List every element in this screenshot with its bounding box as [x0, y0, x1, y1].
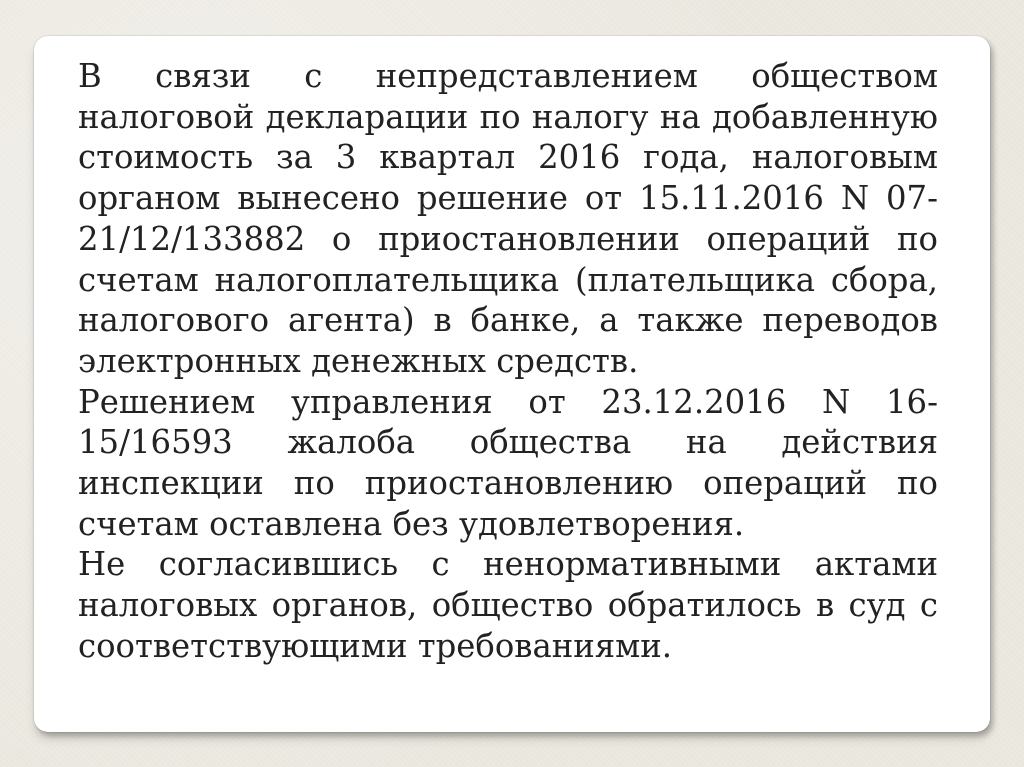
- paragraph-complaint-decision: Решением управления от 23.12.2016 N 16-15/16593 жалоба общества на действия инспекции по приостановлению операций по счетам оставлена без удовлетворения.: [78, 382, 938, 543]
- paragraph-suspension-decision: В связи с непредставлением обществом налоговой декларации по налогу на добавленную стоимость за 3 квартал 2016 года, налоговым органом вынесено решение от 15.11.2016 N 07-21/12/133882 о приостановлении операций по счетам налогоплательщика (плательщика сбора, налогового агента) в банке, а также переводов электронных денежных средств.: [78, 57, 938, 380]
- paragraph-court-appeal: Не согласившись с ненормативными актами налоговых органов, общество обратилось в суд с соответствующими требованиями.: [78, 545, 938, 665]
- slide-card: [34, 36, 990, 732]
